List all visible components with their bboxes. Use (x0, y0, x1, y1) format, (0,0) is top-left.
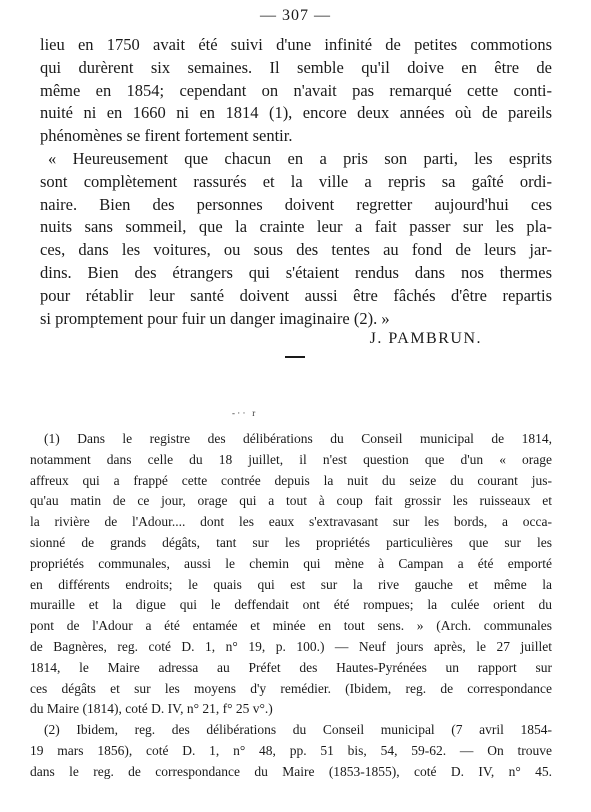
main-text-line: nuité ni en 1660 ni en 1814 (1), encore deux années où de pareils (40, 103, 552, 123)
main-text-line: naire. Bien des personnes doivent regretter aujourd'hui ces (40, 194, 552, 214)
main-text-line: sont complètement rassurés et la ville a repris sa gaîté ordi- (40, 171, 552, 191)
footnote-line: affreux qui a frappé cette contrée depuis la nuit du seize du courant jus- (30, 472, 552, 488)
main-text-line: si promptement pour fuir un danger imaginaire (2). » (40, 308, 390, 328)
main-text-line: pour rétablir leur santé doivent aussi être fâchés d'être repartis (40, 285, 552, 305)
footnote-line: sionné de grands dégâts, tant sur les propriétés particulières que sur les (30, 534, 552, 550)
main-text-line: nuits sans sommeil, que la crainte leur a fait passer sur les pla- (40, 217, 552, 237)
footnote-line: (2) Ibidem, reg. des délibérations du Conseil municipal (7 avril 1854- (44, 722, 552, 738)
main-text-line: qui durèrent six semaines. Il semble qu'il doive en être de (40, 57, 552, 77)
main-text-line: ces, dans les voitures, ou sous des tentes au fond de leurs jar- (40, 240, 552, 260)
footnote-line: dans le reg. de correspondance du Maire (1853-1855), coté D. IV, n° 45. (30, 763, 552, 779)
footnote-line: muraille et la digue qui le deffendait ont été rompues; la culée orient du (30, 597, 552, 613)
footnote-line: 1814, le Maire adressa au Préfet des Hautes-Pyrénées un rapport sur (30, 659, 552, 675)
footnote-line: qu'au matin de ce jour, orage qui a tout à coup fait grossir les ruisseaux et (30, 493, 552, 509)
footnote-line: ces dégâts et sur les moyens d'y remédier. (Ibidem, reg. de correspondance (30, 680, 552, 696)
footnote-line: de Bagnères, reg. coté D. 1, n° 19, p. 100.) — Neuf jours après, le 27 juillet (30, 638, 552, 654)
footnote-line: pont de l'Adour a été entamée et minée en tout sens. » (Arch. communales (30, 618, 552, 634)
page-number: — 307 — (260, 7, 331, 24)
author-signature: J. PAMBRUN. (369, 330, 482, 347)
footnote-line: notamment dans celle du 18 juillet, il n'est question que d'un « orage (30, 451, 552, 467)
main-text-line: lieu en 1750 avait été suivi d'une infinité de petites commotions (40, 35, 552, 54)
footnotes-block (30, 429, 552, 783)
footnote-line: 19 mars 1856), coté D. 1, n° 48, pp. 51 bis, 54, 59-62. — On trouve (30, 742, 552, 758)
main-text-block (40, 34, 552, 330)
footnote-line: du Maire (1814), coté D. IV, n° 21, f° 25 v°.) (30, 701, 273, 717)
section-divider (285, 356, 305, 358)
footnote-line: la rivière de l'Adour.... dont les eaux s'extravasant sur les bords, a occa- (30, 514, 552, 530)
main-text-line: « Heureusement que chacun en a pris son parti, les esprits (48, 148, 552, 168)
main-text-line: phénomènes se firent fortement sentir. (40, 126, 293, 146)
main-text-line: dins. Bien des étrangers qui s'étaient rendus dans nos thermes (40, 262, 552, 282)
scan-marks: - · · r (232, 408, 256, 418)
footnote-line: propriétés communales, aussi le chemin qui mène à Campan a été emporté (30, 555, 552, 571)
footnote-line: en différents endroits; le quais qui est sur la rive gauche et même la (30, 576, 552, 592)
main-text-line: même en 1854; cependant on n'avait pas remarqué cette conti- (40, 80, 552, 100)
footnote-line: (1) Dans le registre des délibérations du Conseil municipal de 1814, (44, 431, 552, 446)
